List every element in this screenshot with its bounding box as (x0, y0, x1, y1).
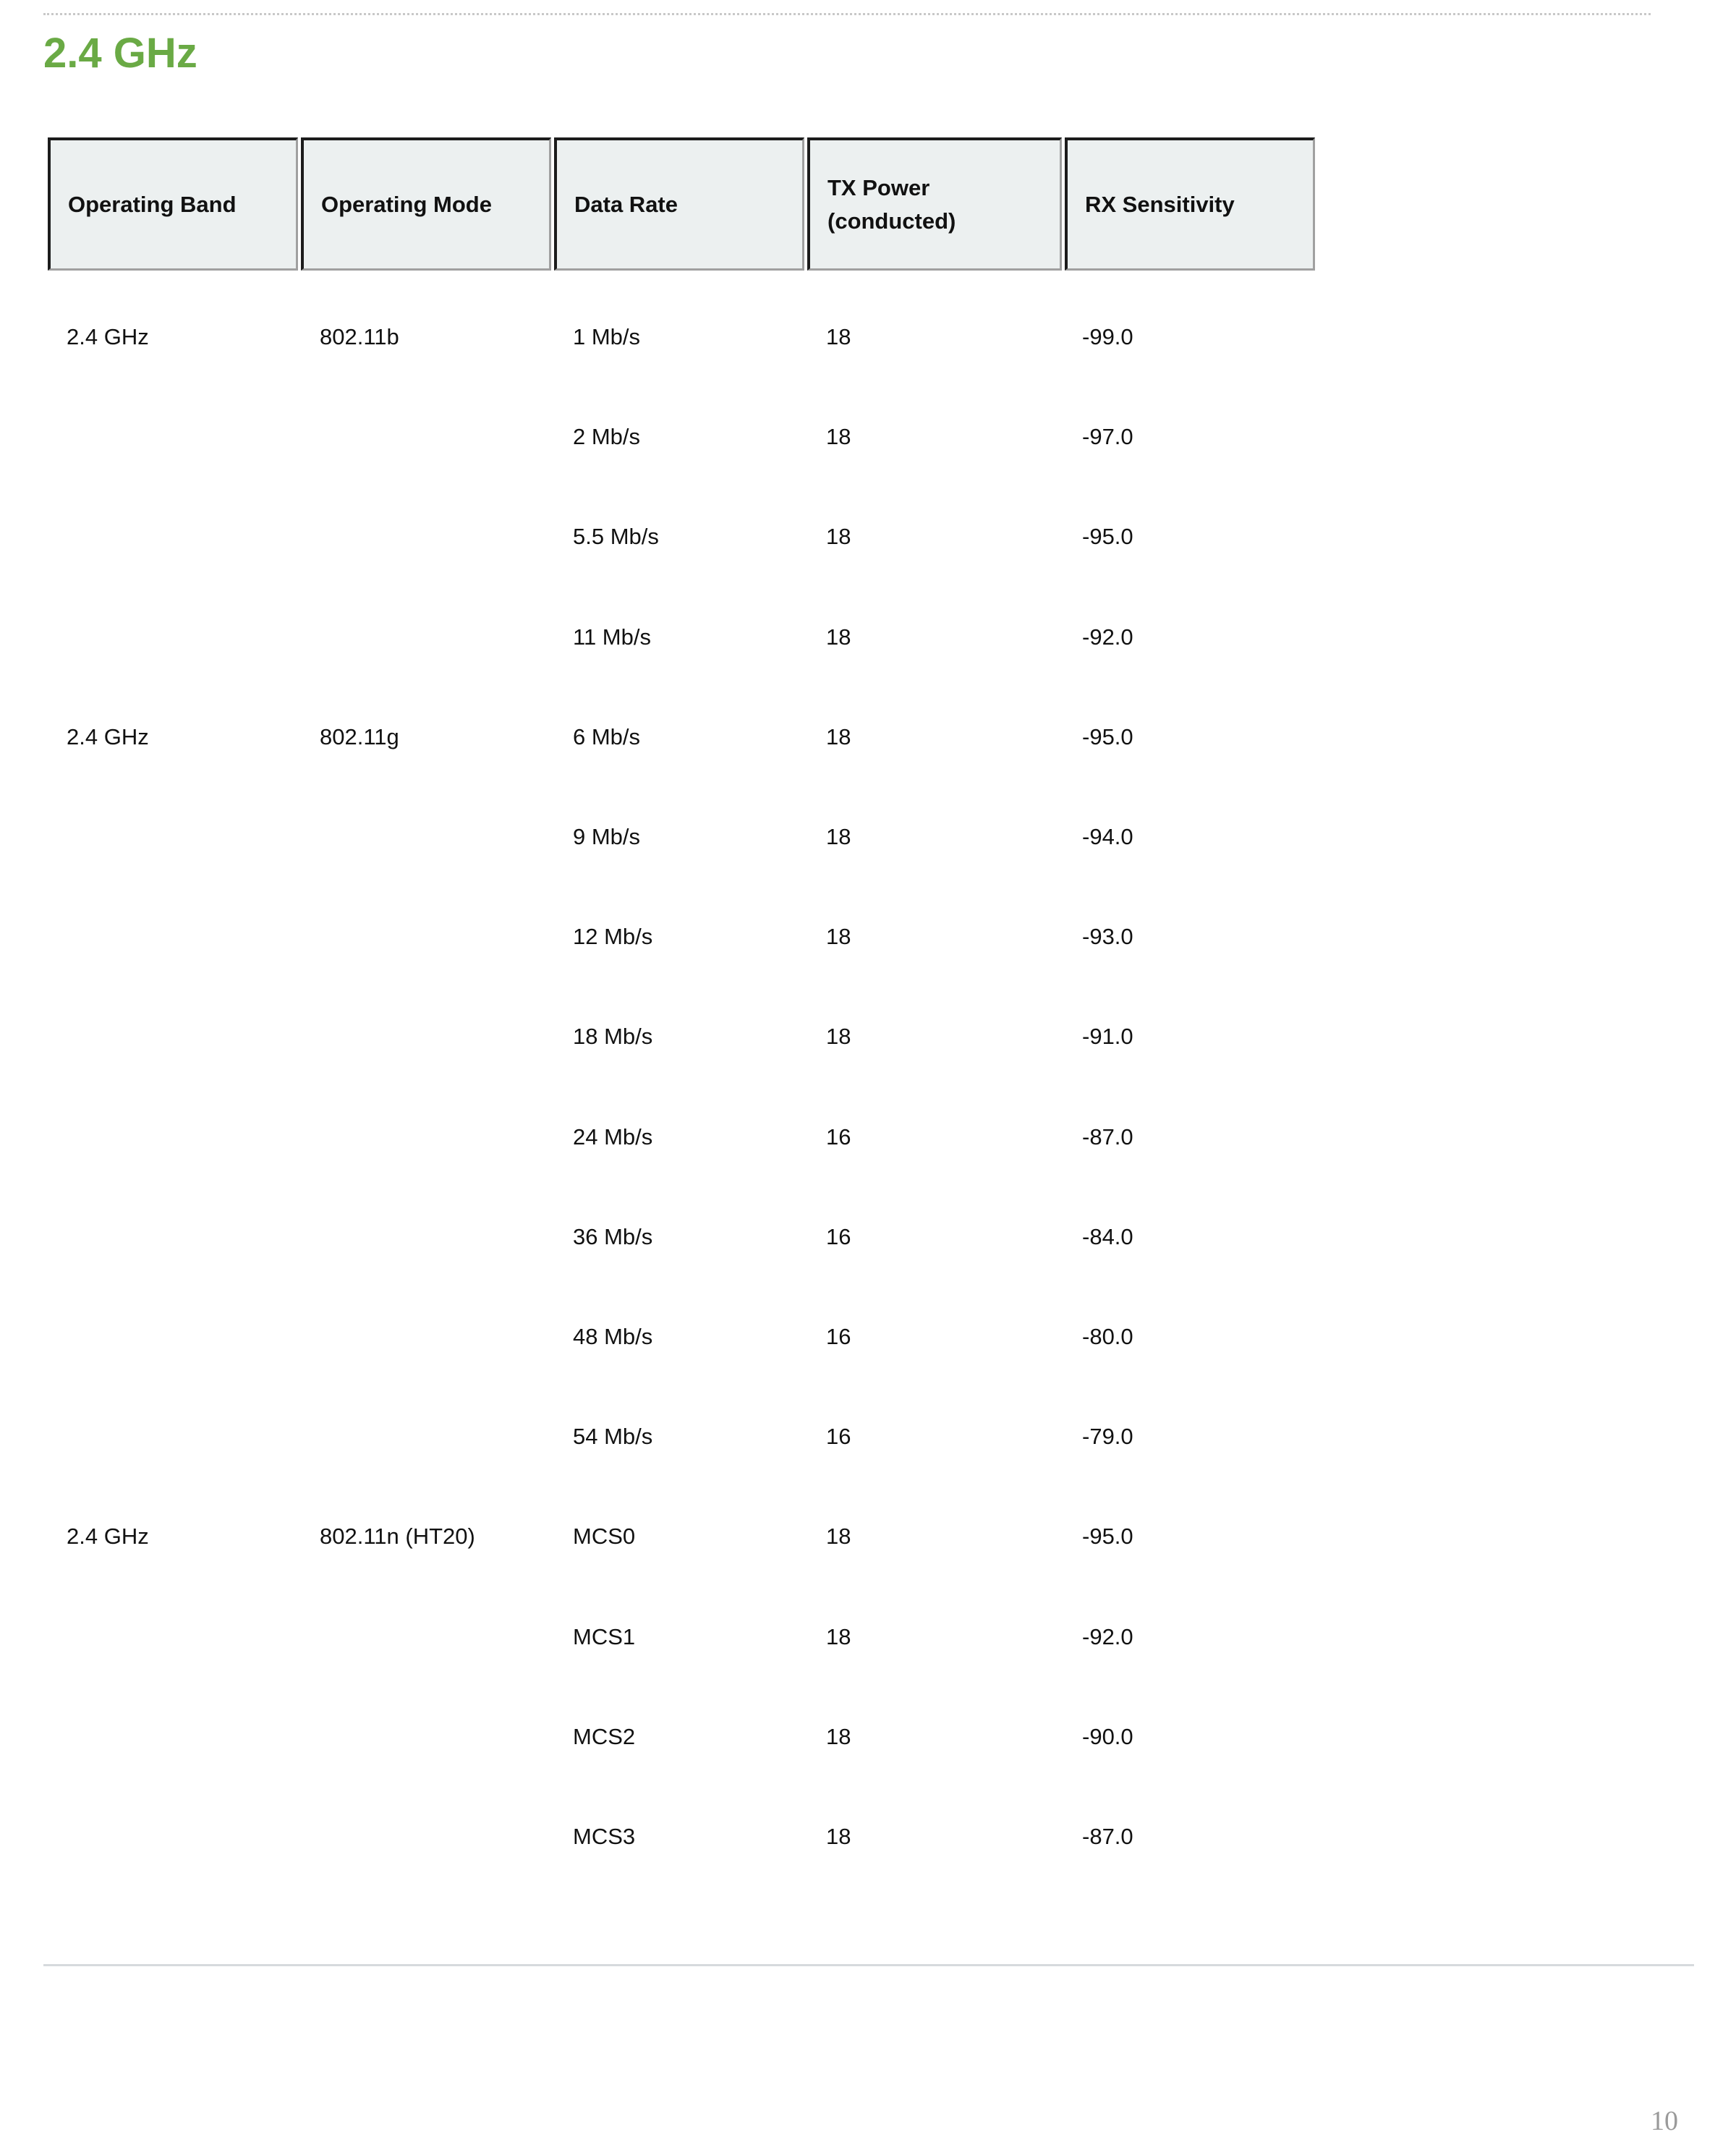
header-operating-mode (301, 137, 551, 271)
cell-rx-sensitivity: -92.0 (1082, 624, 1133, 650)
cell-tx-power: 18 (826, 1624, 851, 1649)
cell-data-rate: 18 Mb/s (573, 1024, 653, 1049)
cell-data-rate: MCS1 (573, 1624, 636, 1649)
cell-rx-sensitivity: -90.0 (1082, 1724, 1133, 1749)
cell-data-rate: 6 Mb/s (573, 724, 641, 749)
cell-data-rate: 11 Mb/s (573, 624, 651, 650)
cell-tx-power: 18 (826, 824, 851, 849)
cell-operating-mode: 802.11g (320, 724, 399, 749)
cell-tx-power: 18 (826, 324, 851, 349)
cell-tx-power: 18 (826, 624, 851, 650)
cell-data-rate: 5.5 Mb/s (573, 524, 659, 549)
header-label: Data Rate (574, 191, 678, 217)
page-number: 10 (1651, 2106, 1678, 2136)
cell-tx-power: 16 (826, 1424, 851, 1449)
cell-operating-band: 2.4 GHz (67, 324, 149, 349)
cell-rx-sensitivity: -92.0 (1082, 1624, 1133, 1649)
cell-tx-power: 18 (826, 724, 851, 749)
cell-rx-sensitivity: -95.0 (1082, 524, 1133, 549)
cell-tx-power: 18 (826, 1724, 851, 1749)
cell-tx-power: 18 (826, 1024, 851, 1049)
cell-data-rate: 9 Mb/s (573, 824, 641, 849)
cell-tx-power: 16 (826, 1224, 851, 1249)
cell-data-rate: 24 Mb/s (573, 1124, 653, 1150)
top-dotted-divider (43, 13, 1651, 15)
header-label: Operating Band (68, 191, 237, 217)
header-rx-sensitivity (1065, 137, 1315, 271)
cell-data-rate: 2 Mb/s (573, 424, 641, 449)
cell-operating-band: 2.4 GHz (67, 1524, 149, 1549)
cell-data-rate: MCS0 (573, 1524, 636, 1549)
cell-operating-mode: 802.11n (HT20) (320, 1524, 475, 1549)
cell-rx-sensitivity: -87.0 (1082, 1824, 1133, 1849)
cell-tx-power: 18 (826, 1824, 851, 1849)
cell-tx-power: 18 (826, 424, 851, 449)
header-tx-power (807, 137, 1062, 271)
cell-rx-sensitivity: -95.0 (1082, 1524, 1133, 1549)
cell-rx-sensitivity: -95.0 (1082, 724, 1133, 749)
cell-data-rate: 12 Mb/s (573, 924, 653, 949)
cell-data-rate: 36 Mb/s (573, 1224, 653, 1249)
cell-tx-power: 18 (826, 924, 851, 949)
header-data-rate (554, 137, 804, 271)
cell-rx-sensitivity: -91.0 (1082, 1024, 1133, 1049)
cell-data-rate: MCS3 (573, 1824, 636, 1849)
cell-tx-power: 16 (826, 1124, 851, 1150)
cell-data-rate: MCS2 (573, 1724, 636, 1749)
cell-rx-sensitivity: -99.0 (1082, 324, 1133, 349)
section-heading: 2.4 GHz (43, 30, 197, 77)
cell-tx-power: 16 (826, 1324, 851, 1349)
cell-rx-sensitivity: -80.0 (1082, 1324, 1133, 1349)
header-label: TX Power (827, 174, 930, 200)
cell-rx-sensitivity: -94.0 (1082, 824, 1133, 849)
cell-operating-band: 2.4 GHz (67, 724, 149, 749)
cell-rx-sensitivity: -93.0 (1082, 924, 1133, 949)
header-operating-band (48, 137, 298, 271)
cell-data-rate: 1 Mb/s (573, 324, 641, 349)
cell-data-rate: 54 Mb/s (573, 1424, 653, 1449)
cell-operating-mode: 802.11b (320, 324, 399, 349)
cell-rx-sensitivity: -97.0 (1082, 424, 1133, 449)
cell-tx-power: 18 (826, 524, 851, 549)
cell-rx-sensitivity: -84.0 (1082, 1224, 1133, 1249)
header-label: RX Sensitivity (1085, 191, 1235, 217)
bottom-divider (43, 1964, 1694, 1966)
cell-data-rate: 48 Mb/s (573, 1324, 653, 1349)
cell-rx-sensitivity: -79.0 (1082, 1424, 1133, 1449)
cell-tx-power: 18 (826, 1524, 851, 1549)
header-label: (conducted) (827, 208, 956, 234)
cell-rx-sensitivity: -87.0 (1082, 1124, 1133, 1150)
header-label: Operating Mode (321, 191, 492, 217)
